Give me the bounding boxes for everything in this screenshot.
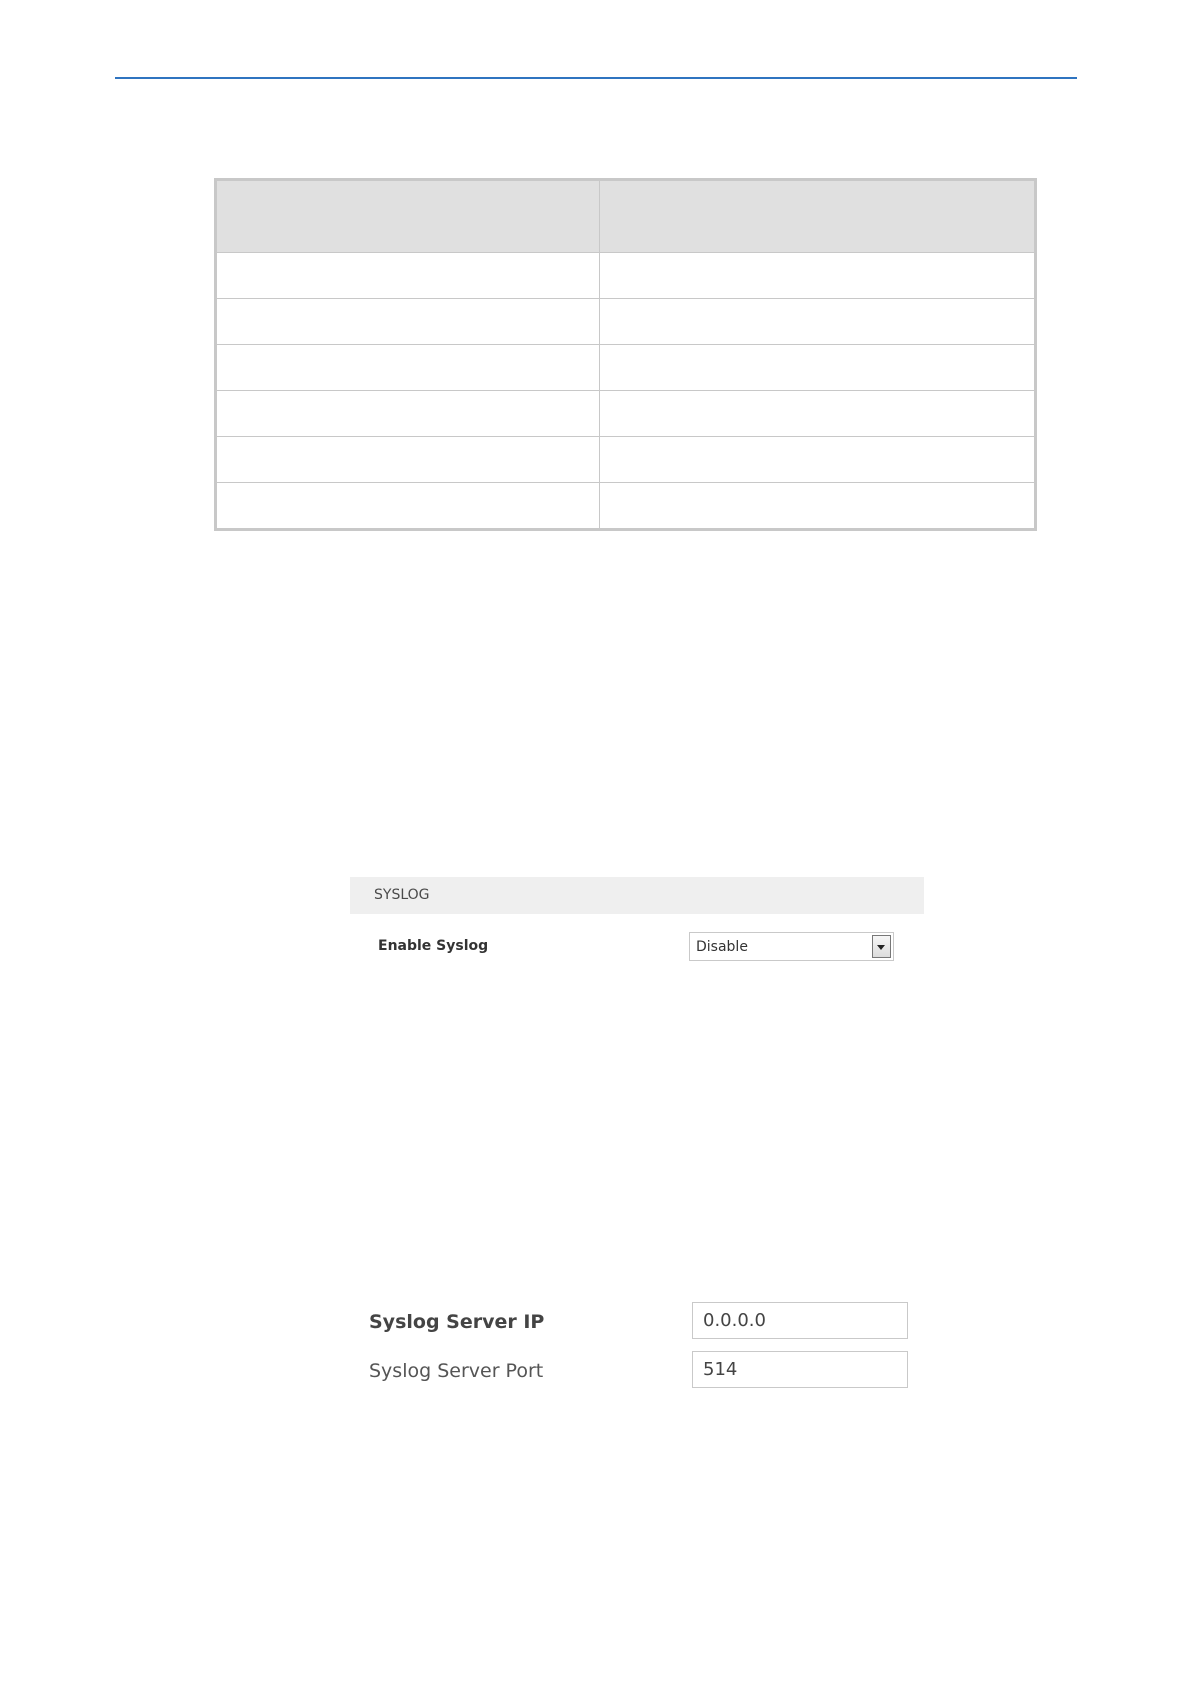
table-cell xyxy=(216,391,600,437)
table-row xyxy=(216,391,1036,437)
table-cell xyxy=(216,483,600,530)
table-cell xyxy=(216,345,600,391)
syslog-server-ip-label: Syslog Server IP xyxy=(369,1311,545,1333)
header-rule xyxy=(115,77,1077,79)
enable-syslog-dropdown[interactable] xyxy=(689,932,894,961)
table-header-row xyxy=(216,180,1036,253)
parameter-table xyxy=(214,178,1037,531)
table-cell xyxy=(600,299,1036,345)
table-cell xyxy=(216,299,600,345)
syslog-panel-title: SYSLOG xyxy=(374,887,430,903)
table-cell xyxy=(600,253,1036,299)
table-header-cell xyxy=(216,180,600,253)
syslog-panel-header xyxy=(350,877,924,914)
table-header-cell xyxy=(600,180,1036,253)
syslog-server-port-label: Syslog Server Port xyxy=(369,1360,544,1382)
table-cell xyxy=(600,391,1036,437)
table-cell xyxy=(600,437,1036,483)
table-row xyxy=(216,483,1036,530)
syslog-server-settings xyxy=(366,1302,912,1392)
table-cell xyxy=(216,437,600,483)
table-row xyxy=(216,299,1036,345)
table-row xyxy=(216,253,1036,299)
enable-syslog-label: Enable Syslog xyxy=(378,938,489,954)
table-cell xyxy=(600,483,1036,530)
table-row xyxy=(216,437,1036,483)
table-cell xyxy=(600,345,1036,391)
enable-syslog-value: Disable xyxy=(696,939,748,955)
syslog-server-port-input[interactable] xyxy=(692,1351,908,1388)
chevron-down-icon[interactable] xyxy=(872,935,891,958)
table-cell xyxy=(216,253,600,299)
syslog-server-ip-input[interactable] xyxy=(692,1302,908,1339)
syslog-panel xyxy=(350,877,924,977)
table-row xyxy=(216,345,1036,391)
